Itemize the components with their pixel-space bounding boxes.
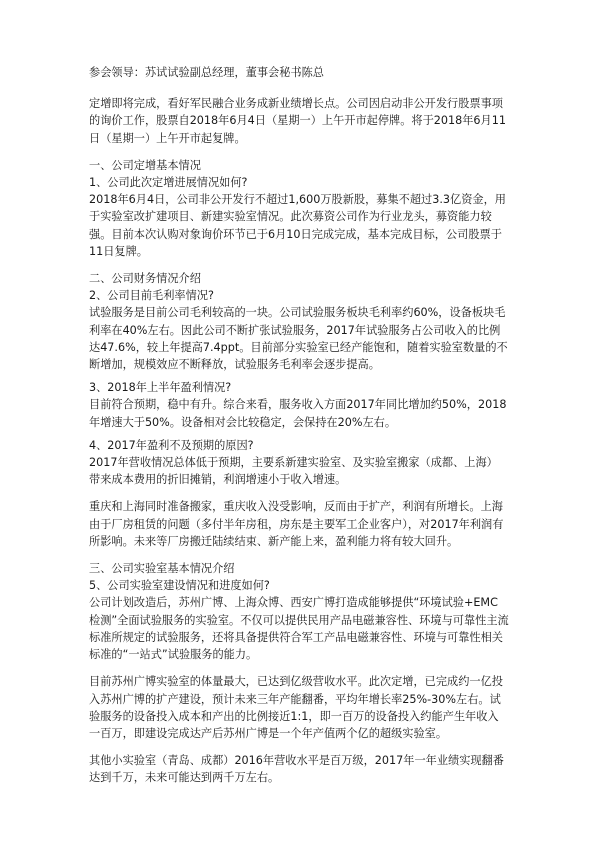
intro-paragraph: 定增即将完成，看好军民融合业务成新业绩增长点。公司因启动非公开发行股票事项的询价工作，股票自2018年6月4日（星期一）上午开市起停牌。将于2018年6月11日（星期一）上午开市起复牌。 bbox=[89, 97, 506, 145]
answer-5-paragraph-2: 目前苏州广博实验室的体量最大，已达到亿级营收水平。此次定增，已完成约一亿投入苏州广博的扩产建设，预计未来三年产能翻番，平均年增长率25%-30%左右。试验服务的设备投入成本和产出的比例接近1:1，即一百万的设备投入约能产生年收入一百万，即建设完成达产后苏州广博是一个年产值两个亿的超级实验室。 bbox=[89, 675, 503, 740]
answer-2: 试验服务是目前公司毛利较高的一块。公司试验服务板块毛利率约60%，设备板块毛利率在40%左右。因此公司不断扩张试验服务，2017年试验服务占公司收入的比例达47.6%，较上年提高7.4ppt。目前部分实验室已经产能饱和，随着实验室数量的不断增加，规模效应不断释放，试验服务毛利率会逐步提高。 bbox=[89, 306, 508, 372]
answer-5-paragraph-1: 公司计划改造后，苏州广博、上海众博、西安广博打造成能够提供“环境试验+EMC检测”全面试验服务的实验室。不仅可以提供民用产品电磁兼容性、环境与可靠性主流标准所规定的试验服务，还将具备提供符合军工产品电磁兼容性、环境与可靠性相关标准的“一站式”试验服务的能力。 bbox=[89, 596, 509, 662]
answer-1: 2018年6月4日，公司非公开发行不超过1,600万股新股，募集不超过3.3亿资金，用于实验室改扩建项目、新建实验室情况。此次募资公司作为行业龙头，募资能力较强。目前本次认购对象询价环节已于6月10日完成完成，基本完成目标，公司股票于11日复牌。 bbox=[89, 193, 506, 258]
document-page bbox=[89, 64, 509, 787]
section2-heading: 二、公司财务情况介绍 bbox=[89, 272, 201, 286]
question-3: 3、2018年上半年盈利情况? bbox=[89, 381, 232, 395]
answer-3: 目前符合预期，稳中有升。综合来看，服务收入方面2017年同比增加约50%，2018年增速大于50%。设备相对会比较稳定，会保持在20%左右。 bbox=[89, 398, 507, 429]
question-4: 4、2017年盈利不及预期的原因? bbox=[89, 438, 254, 452]
answer-4-paragraph-2: 重庆和上海同时准备搬家，重庆收入没受影响，反而由于扩产，利润有所增长。上海由于厂房租赁的问题（多付半年房租，房东是主要军工企业客户），对2017年利润有所影响。未来等厂房搬迁陆续结束、新产能上来，盈利能力将有较大回升。 bbox=[89, 500, 504, 548]
answer-5-paragraph-3: 其他小实验室（青岛、成都）2016年营收水平是百万级，2017年一年业绩实现翻番达到千万，未来可能达到两千万左右。 bbox=[89, 754, 504, 785]
section1-heading: 一、公司定增基本情况 bbox=[89, 158, 201, 172]
section3-heading: 三、公司实验室基本情况介绍 bbox=[89, 562, 235, 576]
question-5: 5、公司实验室建设情况和进度如何? bbox=[89, 579, 270, 593]
answer-4-paragraph-1: 2017年营收情况总体低于预期，主要系新建实验室、及实验室搬家（成都、上海）带来成本费用的折旧摊销，利润增速小于收入增速。 bbox=[89, 456, 498, 487]
question-1: 1、公司此次定增进展情况如何? bbox=[89, 176, 248, 190]
attendees-line: 参会领导：苏试试验副总经理，董事会秘书陈总 bbox=[89, 66, 324, 79]
question-2: 2、公司目前毛利率情况? bbox=[89, 289, 214, 303]
